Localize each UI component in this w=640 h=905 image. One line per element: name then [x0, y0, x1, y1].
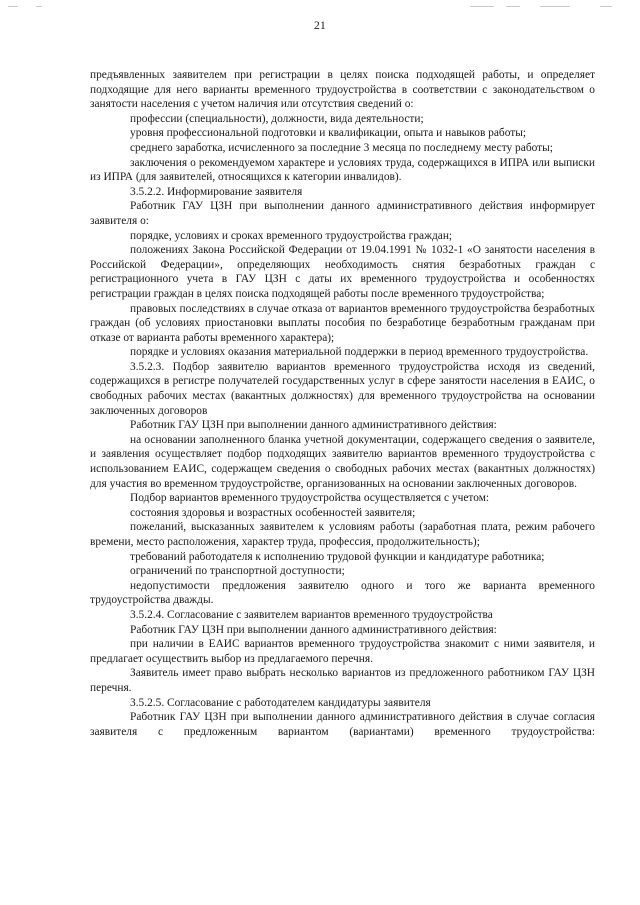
paragraph: порядке, условиях и сроках временного трудоустройства граждан; — [130, 229, 453, 242]
paragraph: Работник ГАУ ЦЗН при выполнении данного административного действия информирует заявителя о: — [90, 200, 595, 227]
scan-edge-marks — [0, 6, 640, 10]
paragraph: состояния здоровья и возрастных особенностей заявителя; — [130, 506, 416, 519]
paragraph: Подбор вариантов временного трудоустройства осуществляется с учетом: — [130, 492, 490, 505]
paragraph: 3.5.2.5. Согласование с работодателем кандидатуры заявителя — [130, 696, 431, 709]
paragraph: недопустимости предложения заявителю одного и того же варианта временного трудоустройства дважды. — [90, 579, 595, 607]
paragraph: Работник ГАУ ЦЗН при выполнении данного административного действия: — [130, 419, 497, 432]
paragraph: 3.5.2.3. Подбор заявителю вариантов временного трудоустройства исходя из сведений, содержащихся в регистре получателей государственных услуг в сфере занятости населения в ЕАИС, о свободных рабочих местах (вакантных должностях) для временного трудоустройства на основании заключенных договоров — [90, 360, 595, 417]
paragraph: Работник ГАУ ЦЗН при выполнении данного административного действия в случае согласия заявителя с предложенным вариантом (вариантами) временного трудоустройства: — [90, 711, 595, 738]
paragraph: Работник ГАУ ЦЗН при выполнении данного административного действия: — [130, 623, 497, 636]
paragraph: заключения о рекомендуемом характере и условиях труда, содержащихся в ИПРА или выписки из ИПРА (для заявителей, относящихся к категории инвалидов). — [90, 156, 595, 184]
paragraph: уровня профессиональной подготовки и квалификации, опыта и навыков работы; — [130, 127, 527, 140]
paragraph: среднего заработка, исчисленного за последние 3 месяца по последнему месту работы; — [130, 141, 553, 154]
paragraph: 3.5.2.4. Согласование с заявителем вариантов временного трудоустройства — [130, 608, 493, 621]
paragraph: при наличии в ЕАИС вариантов временного трудоустройства знакомит с ними заявителя, и предлагает осуществить выбор из предлагаемого перечня. — [90, 638, 595, 665]
paragraph: порядке и условиях оказания материальной поддержки в период временного трудоустройства. — [130, 346, 589, 359]
paragraph: 3.5.2.2. Информирование заявителя — [130, 185, 303, 198]
paragraph: Заявитель имеет право выбрать несколько вариантов из предложенного работником ГАУ ЦЗН перечня. — [90, 667, 595, 694]
paragraph: профессии (специальности), должности, вида деятельности; — [130, 112, 424, 125]
paragraph: пожеланий, высказанных заявителем к условиям работы (заработная плата, режим рабочего времени, место расположения, характер труда, профессия, продолжительность); — [90, 521, 595, 548]
document-body — [90, 68, 595, 739]
paragraph: на основании заполненного бланка учетной документации, содержащего сведения о заявителе, и заявления осуществляет подбор подходящих заявителю вариантов временного трудоустройства с использованием ЕАИС, содержащем сведения о свободных рабочих местах (вакантных должностях) для участия во временном трудоустройстве, организованных на основании заключенных договоров. — [90, 433, 595, 490]
paragraph: ограничений по транспортной доступности; — [130, 565, 345, 578]
paragraph: требований работодателя к исполнению трудовой функции и кандидатуре работника; — [130, 550, 545, 563]
paragraph: предъявленных заявителем при регистрации в целях поиска подходящей работы, и определяет подходящие для него варианты временного трудоустройства в соответствии с законодательством о занятости населения с учетом наличия или отсутствия сведений о: — [90, 69, 595, 111]
paragraph: правовых последствиях в случае отказа от вариантов временного трудоустройства безработных граждан (об условиях приостановки выплаты пособия по безработице безработным гражданам при отказе от варианта работы временного характера); — [90, 302, 595, 344]
page-number: 21 — [314, 20, 326, 32]
paragraph: положениях Закона Российской Федерации от 19.04.1991 № 1032-1 «О занятости населения в Российской Федерации», определяющих необходимость снятия безработных граждан с регистрационного учета в ГАУ ЦЗН с даты их временного трудоустройства и особенностях регистрации граждан в целях поиска подходящей работы после временного трудоустройства; — [90, 244, 595, 300]
